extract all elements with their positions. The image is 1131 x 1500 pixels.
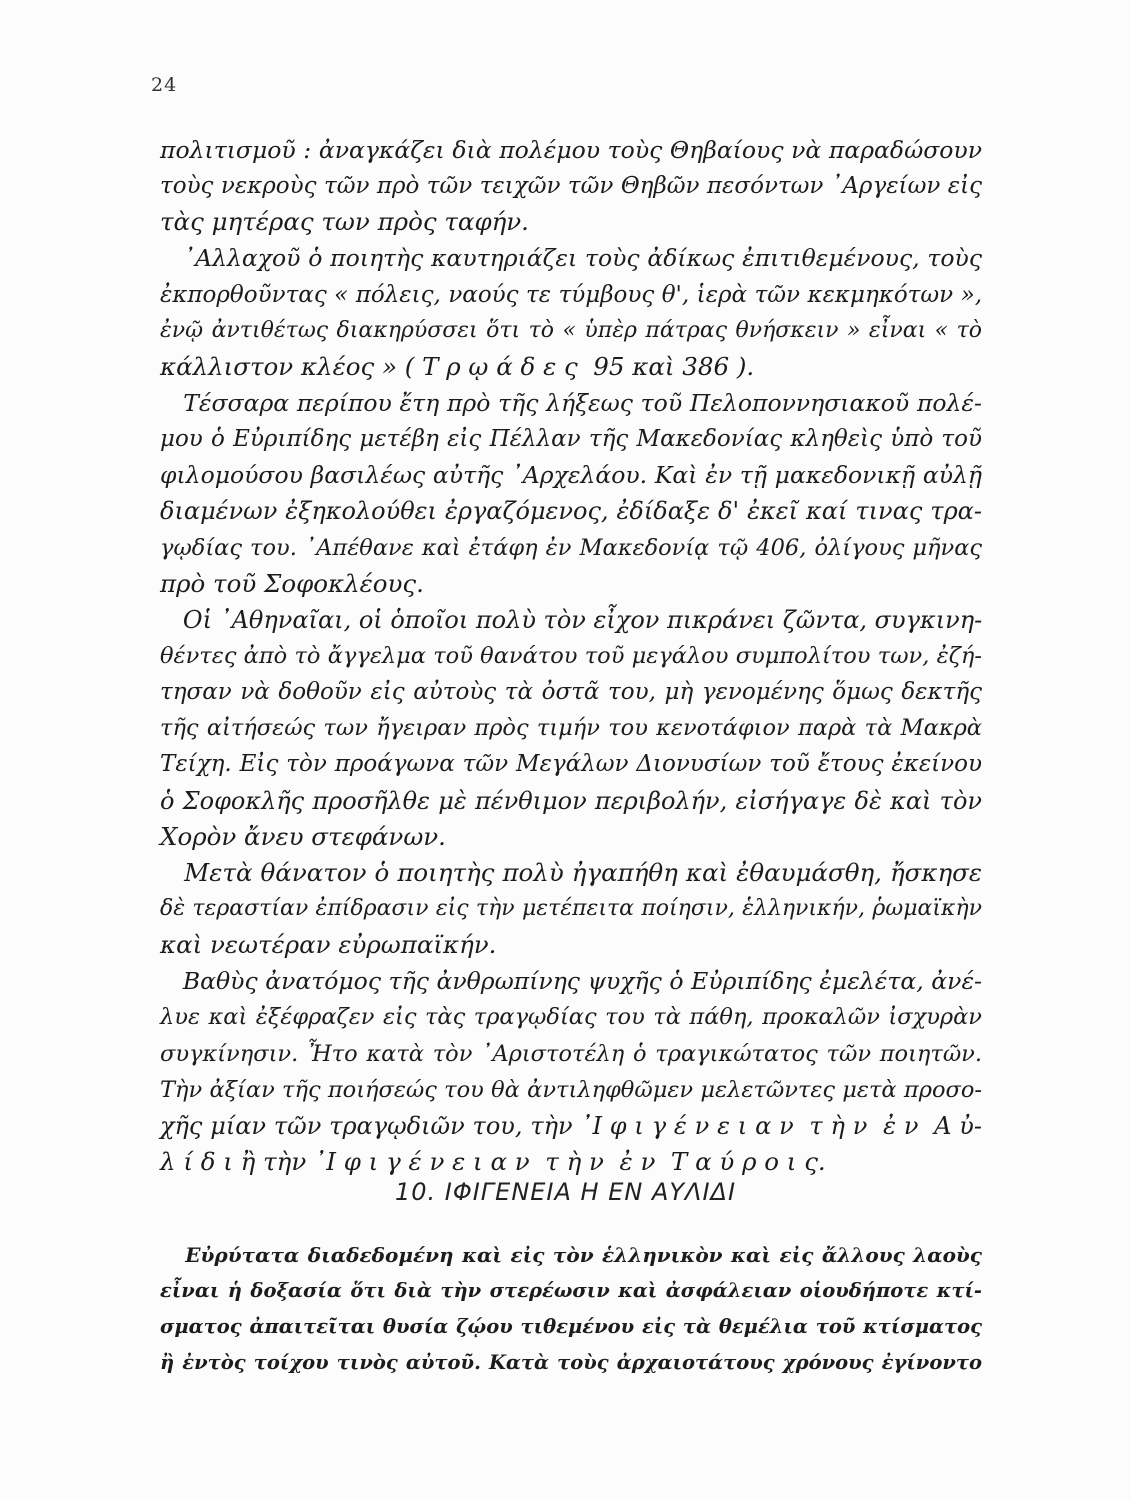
text-line: Τέσσαρα περίπου ἔτη πρὸ τῆς λήξεως τοῦ Πελοποννησιακοῦ πολέ-: [160, 388, 982, 417]
body-text: [160, 132, 982, 1180]
text-line: Μετὰ θάνατον ὁ ποιητὴς πολὺ ἠγαπήθη καὶ ἐθαυμάσθη, ἤσκησε: [160, 857, 982, 887]
text-line: ἐνῷ ἀντιθέτως διακηρύσσει ὅτι τὸ « ὑπὲρ πάτρας θνήσκειν » εἶναι « τὸ: [160, 317, 982, 343]
text-line: θέντες ἀπὸ τὸ ἄγγελμα τοῦ θανάτου τοῦ μεγάλου συμπολίτου των, ἐζή-: [160, 642, 982, 669]
text-line: ἐκπορθοῦντας « πόλεις, ναούς τε τύμβους θ', ἱερὰ τῶν κεκμηκότων »,: [160, 281, 982, 308]
text-line: διαμένων ἐξηκολούθει ἐργαζόμενος, ἐδίδαξε δ' ἐκεῖ καί τινας τρα-: [160, 497, 982, 526]
text-line: εἶναι ἡ δοξασία ὅτι διὰ τὴν στερέωσιν καὶ ἀσφάλειαν οἱουδήποτε κτί-: [160, 1279, 982, 1303]
text-line: τὰς μητέρας των πρὸς ταφήν.: [160, 207, 529, 237]
text-line: συγκίνησιν. Ἦτο κατὰ τὸν ᾿Αριστοτέλη ὁ τραγικώτατος τῶν ποιητῶν.: [160, 1040, 982, 1067]
text-line: ὁ Σοφοκλῆς προσῆλθε μὲ πένθιμον περιβολήν, εἰσήγαγε δὲ καὶ τὸν: [160, 786, 982, 815]
text-line: γῳδίας του. ᾿Απέθανε καὶ ἐτάφη ἐν Μακεδονίᾳ τῷ 406, ὀλίγους μῆνας: [160, 534, 982, 561]
text-line: τοὺς νεκροὺς τῶν πρὸ τῶν τειχῶν τῶν Θηβῶν πεσόντων ᾿Αργείων εἰς: [160, 173, 982, 200]
text-line: Τὴν ἀξίαν τῆς ποιήσεώς του θὰ ἀντιληφθῶμεν μελετῶντες μετὰ προσο-: [160, 1076, 982, 1103]
text-line: πολιτισμοῦ : ἀναγκάζει διὰ πολέμου τοὺς Θηβαίους νὰ παραδώσουν: [160, 136, 982, 164]
text-line: χῆς μίαν τῶν τραγῳδιῶν του, τὴν ᾿Ι φ ι γ έ ν ε ι α ν τ ὴ ν ἐ ν Α ὐ-: [160, 1111, 982, 1140]
text-line: Βαθὺς ἀνατόμος τῆς ἀνθρωπίνης ψυχῆς ὁ Εὐριπίδης ἐμελέτα, ἀνέ-: [160, 967, 982, 996]
text-line: λυε καὶ ἐξέφραζεν εἰς τὰς τραγῳδίας του τὰ πάθη, προκαλῶν ἰσχυρὰν: [160, 1004, 982, 1031]
text-line: Οἱ ᾿Αθηναῖαι, οἱ ὁποῖοι πολὺ τὸν εἶχον πικράνει ζῶντα, συγκινη-: [160, 605, 983, 634]
text-line: τῆς αἰτήσεώς των ἤγειραν πρὸς τιμήν του κενοτάφιον παρὰ τὰ Μακρὰ: [160, 715, 982, 742]
text-line: ἢ ἐντὸς τοίχου τινὸς αὐτοῦ. Κατὰ τοὺς ἀρχαιοτάτους χρόνους ἐγίνοντο: [160, 1351, 982, 1375]
section-title: 10. ΙΦΙΓΕΝΕΙΑ Η ΕΝ ΑΥΛΙΔΙ: [394, 1178, 737, 1206]
text-line: μου ὁ Εὐριπίδης μετέβη εἰς Πέλλαν τῆς Μακεδονίας κληθεὶς ὑπὸ τοῦ: [160, 426, 982, 453]
section-text: [160, 1237, 982, 1382]
text-line: κάλλιστον κλέος » ( Τ ρ ῳ ά δ ε ς 95 καὶ 386 ).: [160, 351, 755, 381]
text-line: φιλομούσου βασιλέως αὐτῆς ᾿Αρχελάου. Καὶ ἐν τῇ μακεδονικῇ αὐλῇ: [160, 461, 982, 490]
text-line: Τείχη. Εἰς τὸν προάγωνα τῶν Μεγάλων Διονυσίων τοῦ ἔτους ἐκείνου: [160, 751, 982, 778]
text-line: Εὐρύτατα διαδεδομένη καὶ εἰς τὸν ἑλληνικὸν καὶ εἰς ἄλλους λαοὺς: [160, 1243, 982, 1267]
text-line: ᾿Αλλαχοῦ ὁ ποιητὴς καυτηριάζει τοὺς ἀδίκως ἐπιτιθεμένους, τοὺς: [160, 244, 982, 273]
text-line: Χορὸν ἄνευ στεφάνων.: [160, 821, 446, 851]
text-line: λ ί δ ι ἢ τὴν ᾿Ι φ ι γ έ ν ε ι α ν τ ὴ ν ἐ ν Τ α ύ ρ ο ι ς.: [160, 1146, 826, 1176]
page-number: 24: [151, 74, 178, 96]
text-line: καὶ νεωτέραν εὐρωπαϊκήν.: [160, 930, 497, 960]
text-line: δὲ τεραστίαν ἐπίδρασιν εἰς τὴν μετέπειτα ποίησιν, ἑλληνικήν, ῥωμαϊκὴν: [160, 895, 982, 921]
text-line: πρὸ τοῦ Σοφοκλέους.: [160, 568, 424, 598]
text-line: τησαν νὰ δοθοῦν εἰς αὐτοὺς τὰ ὀστᾶ του, μὴ γενομένης ὅμως δεκτῆς: [160, 679, 982, 706]
text-line: σματος ἀπαιτεῖται θυσία ζῴου τιθεμένου εἰς τὰ θεμέλια τοῦ κτίσματος: [160, 1315, 982, 1339]
